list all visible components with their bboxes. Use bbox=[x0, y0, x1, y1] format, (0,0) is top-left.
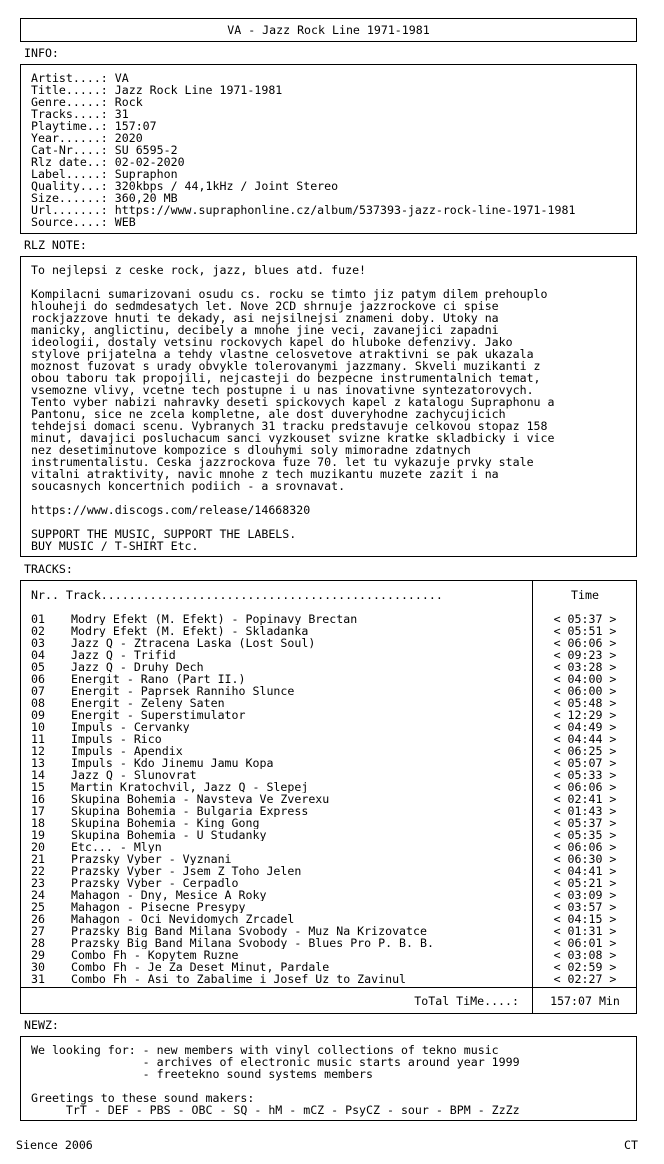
track-time: < 02:41 > bbox=[553, 792, 617, 806]
track-row bbox=[31, 721, 526, 733]
track-number: 31 bbox=[31, 972, 45, 986]
track-title: Jazz Q - Trifid bbox=[71, 649, 176, 661]
note-line: obou taboru tak propojili, nejcasteji do bezpecne instrumentalnich temat, bbox=[31, 371, 541, 385]
track-row bbox=[31, 865, 526, 877]
track-row bbox=[31, 793, 526, 805]
track-number: 30 bbox=[31, 960, 45, 974]
info-heading: INFO: bbox=[24, 46, 59, 60]
track-row bbox=[31, 769, 526, 781]
info-line: Quality...: 320kbps / 44,1kHz / Joint Stereo bbox=[31, 179, 339, 193]
track-time: < 05:07 > bbox=[553, 756, 617, 770]
track-row bbox=[31, 613, 526, 625]
track-title: Combo Fh - Asi to Zabalime i Josef Uz to Zavinul bbox=[71, 973, 407, 985]
track-time: < 01:43 > bbox=[553, 804, 617, 818]
track-title: Jazz Q - Slunovrat bbox=[71, 769, 197, 781]
track-row bbox=[31, 757, 526, 769]
info-line: Title.....: Jazz Rock Line 1971-1981 bbox=[31, 83, 283, 97]
track-title: Energit - Rano (Part II.) bbox=[71, 673, 246, 685]
track-time: < 05:37 > bbox=[553, 612, 617, 626]
track-title: Impuls - Apendix bbox=[71, 745, 183, 757]
track-number: 14 bbox=[31, 768, 45, 782]
info-line: Genre.....: Rock bbox=[31, 95, 143, 109]
track-title: Skupina Bohemia - Navsteva Ve Zverexu bbox=[71, 793, 330, 805]
track-row bbox=[31, 901, 526, 913]
newz-lines bbox=[31, 1044, 636, 1116]
track-row bbox=[31, 937, 526, 949]
track-number: 28 bbox=[31, 936, 45, 950]
note-line: minut, davajici posluchacum sanci vyzkouset svizne kratke skladbicky i vice bbox=[31, 431, 555, 445]
newz-line: - archives of electronic music starts around year 1999 bbox=[31, 1055, 520, 1069]
track-time: < 04:44 > bbox=[553, 732, 617, 746]
track-row bbox=[31, 661, 526, 673]
track-time: < 06:06 > bbox=[553, 636, 617, 650]
note-line: Tento vyber nabizi nahravky deseti spickovych kapel z katalogu Supraphonu a bbox=[31, 395, 555, 409]
track-time: < 05:21 > bbox=[553, 876, 617, 890]
track-row bbox=[31, 961, 526, 973]
track-row bbox=[31, 673, 526, 685]
track-column-header: Nr.. Track................................................. bbox=[31, 589, 443, 601]
track-number: 06 bbox=[31, 672, 45, 686]
newz-box bbox=[20, 1036, 637, 1121]
newz-line: - freetekno sound systems members bbox=[31, 1067, 374, 1081]
track-number: 29 bbox=[31, 948, 45, 962]
track-row bbox=[31, 973, 526, 985]
note-line: BUY MUSIC / T-SHIRT Etc. bbox=[31, 539, 199, 553]
note-line: tehdejsi domaci scenu. Vybranych 31 tracku predstavuje celkovou stopaz 158 bbox=[31, 419, 548, 433]
track-title: Prazsky Vyber - Jsem Z Toho Jelen bbox=[71, 865, 302, 877]
track-number: 19 bbox=[31, 828, 45, 842]
track-row bbox=[31, 781, 526, 793]
track-time: < 06:30 > bbox=[553, 852, 617, 866]
track-number: 17 bbox=[31, 804, 45, 818]
info-line: Label.....: Supraphon bbox=[31, 167, 178, 181]
track-row bbox=[31, 853, 526, 865]
track-row bbox=[31, 913, 526, 925]
note-line: ideologii, dostaly vetsinu rockovych kapel do hluboke defenzivy. Jako bbox=[31, 335, 513, 349]
track-time: < 06:25 > bbox=[553, 744, 617, 758]
newz-line: Greetings to these sound makers: bbox=[31, 1091, 255, 1105]
info-box bbox=[20, 64, 637, 234]
time-column-header: Time bbox=[571, 588, 599, 602]
track-number: 03 bbox=[31, 636, 45, 650]
info-line: Cat-Nr....: SU 6595-2 bbox=[31, 143, 178, 157]
footer-left: Sience 2006 bbox=[16, 1138, 93, 1152]
note-line: moznost fuzovat s urady obvykle tolerovanymi jazzmany. Skveli muzikanti z bbox=[31, 359, 541, 373]
note-heading: RLZ NOTE: bbox=[24, 238, 87, 252]
tracks-heading: TRACKS: bbox=[24, 562, 73, 576]
track-title: Martin Kratochvil, Jazz Q - Slepej bbox=[71, 781, 309, 793]
track-time: < 04:15 > bbox=[553, 912, 617, 926]
track-number: 25 bbox=[31, 900, 45, 914]
track-title: Energit - Paprsek Ranniho Slunce bbox=[71, 685, 295, 697]
track-row bbox=[31, 805, 526, 817]
track-number: 22 bbox=[31, 864, 45, 878]
note-line: manicky, anglictinu, decibely a mnohe jine veci, zavanejici zapadni bbox=[31, 323, 499, 337]
track-time: < 06:06 > bbox=[553, 840, 617, 854]
track-title: Impuls - Rico bbox=[71, 733, 162, 745]
track-title: Modry Efekt (M. Efekt) - Popinavy Brectan bbox=[71, 613, 358, 625]
track-time: < 05:33 > bbox=[553, 768, 617, 782]
note-line: stylove prijatelna a tehdy vlastne celosvetove atraktivni se pak ukazala bbox=[31, 347, 534, 361]
track-title: Prazsky Vyber - Cerpadlo bbox=[71, 877, 239, 889]
track-time: < 06:00 > bbox=[553, 684, 617, 698]
track-title: Prazsky Big Band Milana Svobody - Muz Na Krizovatce bbox=[71, 925, 427, 937]
footer-right: CT bbox=[624, 1138, 638, 1152]
release-title: VA - Jazz Rock Line 1971-1981 bbox=[227, 23, 430, 37]
track-number: 23 bbox=[31, 876, 45, 890]
track-title: Mahagon - Oci Nevidomych Zrcadel bbox=[71, 913, 295, 925]
info-lines bbox=[31, 72, 636, 228]
track-title: Jazz Q - Ztracena Laska (Lost Soul) bbox=[71, 637, 316, 649]
info-line: Source....: WEB bbox=[31, 215, 136, 229]
info-line: Year......: 2020 bbox=[31, 131, 143, 145]
track-title: Energit - Zeleny Saten bbox=[71, 697, 225, 709]
track-row bbox=[31, 733, 526, 745]
track-title: Mahagon - Pisecne Presypy bbox=[71, 901, 246, 913]
track-time: < 03:08 > bbox=[553, 948, 617, 962]
track-time: < 06:01 > bbox=[553, 936, 617, 950]
track-number: 24 bbox=[31, 888, 45, 902]
info-line: Url.......: https://www.supraphonline.cz/album/537393-jazz-rock-line-1971-1981 bbox=[31, 203, 576, 217]
track-time: < 01:31 > bbox=[553, 924, 617, 938]
total-time-value: 157:07 Min bbox=[550, 994, 620, 1008]
track-time: < 05:35 > bbox=[553, 828, 617, 842]
note-lines bbox=[31, 264, 632, 552]
track-time: < 04:41 > bbox=[553, 864, 617, 878]
note-line: To nejlepsi z ceske rock, jazz, blues atd. fuze! bbox=[31, 263, 367, 277]
track-title: Combo Fh - Je Za Deset Minut, Pardale bbox=[71, 961, 330, 973]
track-title: Etc... - Mlyn bbox=[71, 841, 162, 853]
track-title: Impuls - Kdo Jinemu Jamu Kopa bbox=[71, 757, 274, 769]
track-number: 21 bbox=[31, 852, 45, 866]
track-row bbox=[31, 889, 526, 901]
note-line: instrumentalistu. Ceska jazzrockova fuze 70. let tu vykazuje prvky stale bbox=[31, 455, 534, 469]
track-title: Prazsky Vyber - Vyznani bbox=[71, 853, 232, 865]
track-row bbox=[31, 949, 526, 961]
track-number: 26 bbox=[31, 912, 45, 926]
track-row bbox=[31, 649, 526, 661]
track-row bbox=[31, 925, 526, 937]
track-number: 16 bbox=[31, 792, 45, 806]
track-number: 11 bbox=[31, 732, 45, 746]
note-line: nez desetiminutove kompozice s dlouhymi soly mimoradne zdatnych bbox=[31, 443, 471, 457]
note-line: vitalni atraktivity, navic mnohe z tech muzikantu muzete zazit i na bbox=[31, 467, 499, 481]
track-row bbox=[31, 817, 526, 829]
track-title: Mahagon - Dny, Mesice A Roky bbox=[71, 889, 267, 901]
track-row bbox=[31, 685, 526, 697]
note-line: https://www.discogs.com/release/14668320 bbox=[31, 503, 311, 517]
track-time: < 03:09 > bbox=[553, 888, 617, 902]
track-row bbox=[31, 745, 526, 757]
track-time: < 04:00 > bbox=[553, 672, 617, 686]
track-title: Impuls - Cervanky bbox=[71, 721, 190, 733]
track-number: 01 bbox=[31, 612, 45, 626]
track-title: Skupina Bohemia - U Studanky bbox=[71, 829, 267, 841]
newz-heading: NEWZ: bbox=[24, 1018, 59, 1032]
track-time: < 03:28 > bbox=[553, 660, 617, 674]
track-time: < 09:23 > bbox=[553, 648, 617, 662]
track-number: 08 bbox=[31, 696, 45, 710]
track-time: < 12:29 > bbox=[553, 708, 617, 722]
tracks-total-divider bbox=[21, 987, 636, 988]
note-box bbox=[20, 256, 637, 557]
total-time-label: ToTal TiMe....: bbox=[414, 994, 519, 1008]
track-number: 18 bbox=[31, 816, 45, 830]
track-row bbox=[31, 841, 526, 853]
track-number: 02 bbox=[31, 624, 45, 638]
track-time: < 05:51 > bbox=[553, 624, 617, 638]
newz-line: TrT - DEF - PBS - OBC - SQ - hM - mCZ - PsyCZ - sour - BPM - ZzZz bbox=[31, 1103, 520, 1117]
note-line: rockjazzove hnuti te dekady, asi nejsilnejsi znameni doby. Utoky na bbox=[31, 311, 499, 325]
track-row bbox=[31, 625, 526, 637]
track-row bbox=[31, 709, 526, 721]
track-time: < 03:57 > bbox=[553, 900, 617, 914]
track-number: 13 bbox=[31, 756, 45, 770]
note-line: Kompilacni sumarizovani osudu cs. rocku se timto jiz patym dilem prehouplo bbox=[31, 287, 548, 301]
track-number: 04 bbox=[31, 648, 45, 662]
time-list bbox=[533, 613, 637, 985]
note-line: Pantonu, sice ne zcela kompletne, ale dost duveryhodne zachycujicich bbox=[31, 407, 506, 421]
track-time: < 05:48 > bbox=[553, 696, 617, 710]
track-number: 07 bbox=[31, 684, 45, 698]
track-time: < 02:27 > bbox=[553, 972, 617, 986]
track-number: 09 bbox=[31, 708, 45, 722]
track-number: 27 bbox=[31, 924, 45, 938]
track-list bbox=[31, 613, 526, 985]
track-time: < 05:37 > bbox=[553, 816, 617, 830]
title-box bbox=[20, 18, 637, 42]
track-row bbox=[31, 637, 526, 649]
track-number: 10 bbox=[31, 720, 45, 734]
track-number: 05 bbox=[31, 660, 45, 674]
track-title: Combo Fh - Kopytem Ruzne bbox=[71, 949, 239, 961]
info-line: Rlz date..: 02-02-2020 bbox=[31, 155, 185, 169]
track-row bbox=[31, 697, 526, 709]
track-row bbox=[31, 877, 526, 889]
tracks-box bbox=[20, 580, 637, 1014]
info-line: Size......: 360,20 MB bbox=[31, 191, 178, 205]
track-title: Skupina Bohemia - King Gong bbox=[71, 817, 260, 829]
newz-line: We looking for: - new members with vinyl collections of tekno music bbox=[31, 1043, 499, 1057]
note-line: SUPPORT THE MUSIC, SUPPORT THE LABELS. bbox=[31, 527, 297, 541]
track-number: 15 bbox=[31, 780, 45, 794]
track-number: 20 bbox=[31, 840, 45, 854]
track-title: Modry Efekt (M. Efekt) - Skladanka bbox=[71, 625, 309, 637]
track-title: Jazz Q - Druhy Dech bbox=[71, 661, 204, 673]
track-title: Skupina Bohemia - Bulgaria Express bbox=[71, 805, 309, 817]
info-line: Playtime..: 157:07 bbox=[31, 119, 157, 133]
note-line: hlouheji do sedmdesatych let. Nove 2CD shrnuje jazzrockove ci spise bbox=[31, 299, 499, 313]
track-time: < 06:06 > bbox=[553, 780, 617, 794]
info-line: Tracks....: 31 bbox=[31, 107, 129, 121]
track-title: Energit - Superstimulator bbox=[71, 709, 246, 721]
track-time: < 02:59 > bbox=[553, 960, 617, 974]
track-number: 12 bbox=[31, 744, 45, 758]
track-time: < 04:49 > bbox=[553, 720, 617, 734]
info-line: Artist....: VA bbox=[31, 71, 129, 85]
note-line: vsemozne vlivy, vcetne tech postupne i u nas inovativne syntezatorovych. bbox=[31, 383, 534, 397]
note-line: soucasnych koncertnich podiich - a srovnavat. bbox=[31, 479, 346, 493]
track-title: Prazsky Big Band Milana Svobody - Blues Pro P. B. B. bbox=[71, 937, 434, 949]
track-row bbox=[31, 829, 526, 841]
